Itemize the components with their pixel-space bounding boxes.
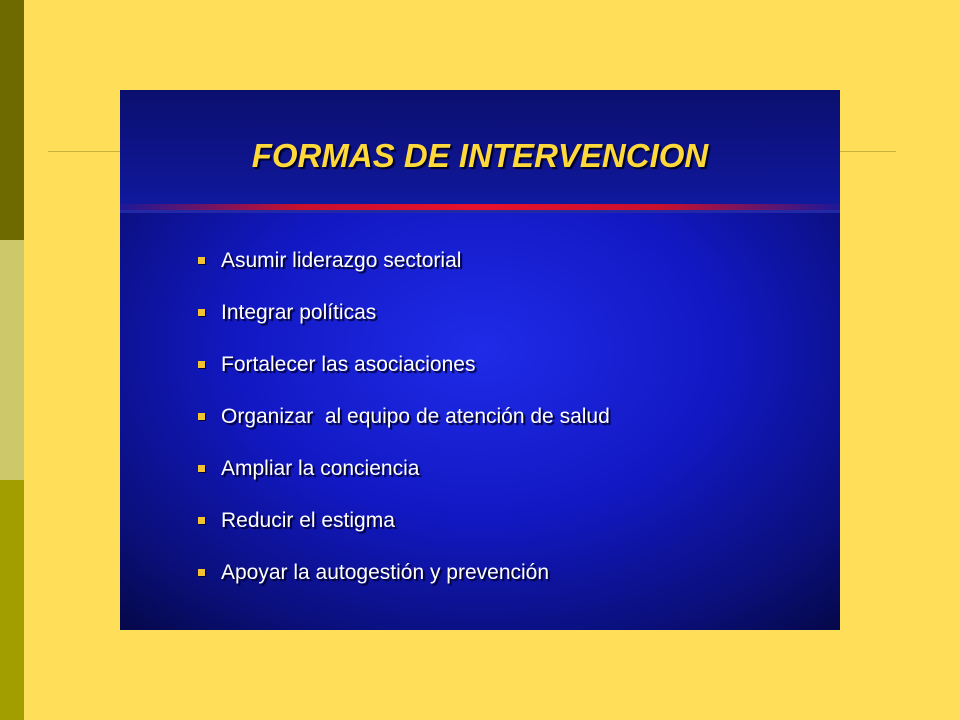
square-bullet-icon [198,257,205,264]
bullet-item [198,300,610,352]
bullet-text: Ampliar la conciencia [221,457,420,480]
side-bar-middle [0,240,24,480]
bullet-item [198,508,610,560]
bullet-text: Apoyar la autogestión y prevención [221,561,550,584]
bullet-text: Asumir liderazgo sectorial [221,249,462,272]
square-bullet-icon [198,569,205,576]
accent-line-right [838,151,896,152]
square-bullet-icon [198,465,205,472]
bullet-text: Organizar al equipo de atención de salud [221,405,610,428]
bullet-text: Integrar políticas [221,301,377,324]
slide-title: FORMAS DE INTERVENCION [251,137,709,174]
square-bullet-icon [198,413,205,420]
bullet-text: Reducir el estigma [221,509,395,532]
square-bullet-icon [198,517,205,524]
bullet-item [198,352,610,404]
square-bullet-icon [198,309,205,316]
slide-image [120,90,840,630]
bullet-item [198,404,610,456]
bullet-item [198,560,610,612]
side-bar-bottom [0,480,24,720]
bullet-text: Fortalecer las asociaciones [221,353,476,376]
bullet-list [198,248,610,612]
bullet-item [198,248,610,300]
title-divider-shadow [120,210,840,213]
slide-header [120,90,840,213]
accent-line-left [48,151,122,152]
bullet-item [198,456,610,508]
square-bullet-icon [198,361,205,368]
side-bar-top [0,0,24,240]
